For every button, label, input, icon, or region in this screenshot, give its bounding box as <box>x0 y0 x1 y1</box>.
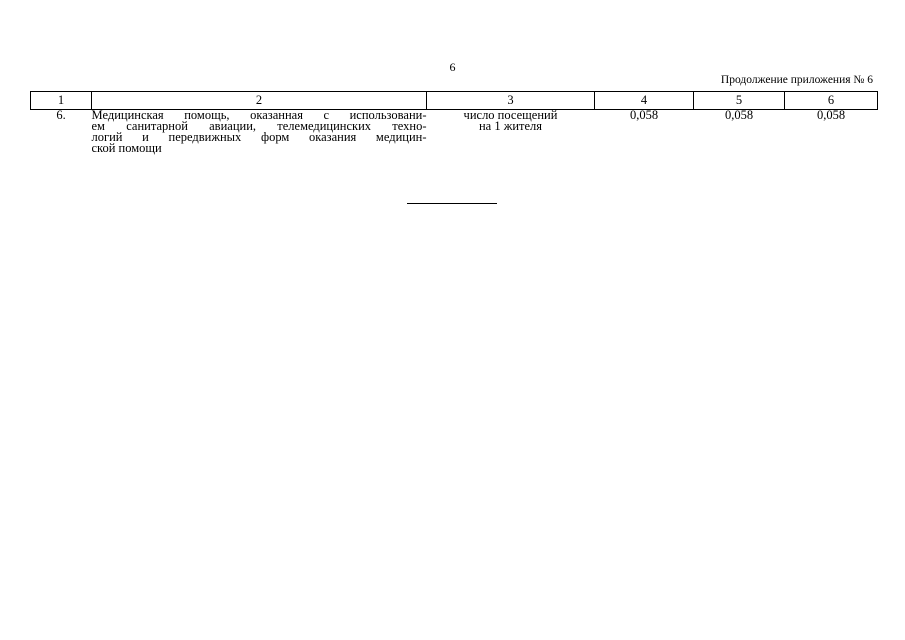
service-name <box>92 110 427 155</box>
unit-line: на 1 жителя <box>478 119 543 133</box>
service-name-line: логий и передвижных форм оказания медицин- <box>91 130 427 144</box>
service-name-line: ем санитарной авиации, телемедицинских техно- <box>91 119 427 133</box>
end-divider <box>407 203 497 204</box>
row-number: 6. <box>56 108 66 122</box>
value-col-4: 0,058 <box>629 108 659 122</box>
value-col-5: 0,058 <box>724 108 754 122</box>
continuation-note: Продолжение приложения № 6 <box>720 74 873 86</box>
header-cell-4: 4 <box>595 92 694 110</box>
page-number: 6 <box>449 60 456 74</box>
unit-line: число посещений <box>463 108 558 122</box>
header-cell-3: 3 <box>427 92 595 110</box>
header-cell-6: 6 <box>785 92 878 110</box>
header-cell-5: 5 <box>694 92 785 110</box>
unit-of-measure <box>427 110 595 155</box>
value-col-6: 0,058 <box>816 108 846 122</box>
service-name-line: ской помощи <box>91 141 162 155</box>
data-table <box>30 91 878 154</box>
table-row <box>31 110 878 155</box>
header-cell-1: 1 <box>31 92 92 110</box>
header-row <box>31 92 878 110</box>
header-cell-2: 2 <box>92 92 427 110</box>
service-name-line: Медицинская помощь, оказанная с использовани- <box>91 108 427 122</box>
